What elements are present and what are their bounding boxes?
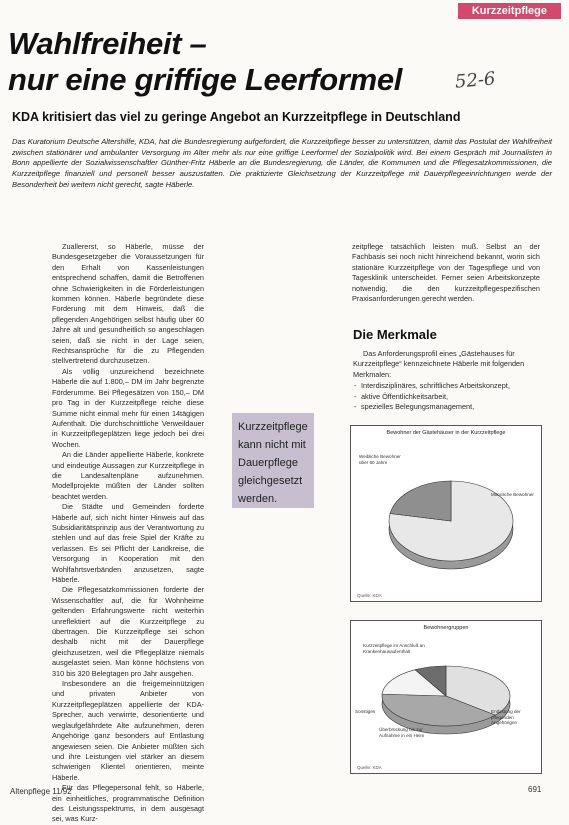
merkmale-list bbox=[353, 381, 538, 412]
pie-chart-residents bbox=[351, 426, 541, 601]
merkmale-intro: Das Anforderungsprofil eines „Gästehauses für Kurzzeitpflege“ kennzeichnete Häberle mit folgenden Merkmalen: bbox=[353, 349, 525, 379]
body-left-column bbox=[52, 242, 204, 824]
body-paragraph: Die Pflegesatzkommissionen forderte der Wissenschaftler auf, die für Wohnheime geltenden Erfahrungswerte nicht weiterhin unreflektiert auf die Kurzzeitpflege zu übertragen. Die Kurzzeitpflege sei schon deshalb nicht mit der Dauerpflege gleichzusetzen, weil die Pflegeplätze niemals ausgelastet seien. Man könne höchstens von 310 bis 320 Belegtagen pro Jahr ausgehen. bbox=[52, 585, 204, 678]
headline bbox=[8, 26, 448, 98]
list-item: - Interdisziplinäres, schriftliches Arbeitskonzept, bbox=[353, 381, 538, 391]
list-item: - spezielles Belegungsmanagement, bbox=[353, 402, 538, 412]
chart-source: Quelle: KDA bbox=[357, 765, 382, 770]
body-paragraph: Für das Pflegepersonal fehlt, so Häberle, ein einheitliches, programmatische Definition des Leistungsspektrums, in dem ausgesagt sei, was Kurz- bbox=[52, 783, 204, 824]
body-paragraph: Insbesondere an die freigemeinnützigen und privaten Anbieter von Kurzzeitpflegeplätzen appellierte der KDA-Sprecher, auch verwirrte, desorientierte und weglaufgefährdete Alte aufzunehmen, deren Angehörige ganz besonders auf Entlastung angewiesen seien. Die Anbieter müßten sich und ihre Leistungen viel stärker an diesem schwierigen Klientel orientieren, meinte Häberle. bbox=[52, 679, 204, 782]
chart-label: Entlastung der pflegenden Angehörigen bbox=[491, 709, 521, 726]
body-paragraph: zeitpflege tatsächlich leisten muß. Selbst an der Fachbasis sei noch nicht hinreichend bekannt, worin sich stationäre Kurzzeitpflege von der Tagespflege und von Tagesklinik unterscheidet. Ferner seien Arbeitskonzepte notwendig, die den kurzzeitpflegespezifischen Praxisanforderungen gerecht werden. bbox=[352, 242, 540, 304]
list-item: - aktive Öffentlichkeitsarbeit, bbox=[353, 392, 538, 402]
chart-label: Kurzzeitpflege im Anschluß an Krankenhausaufenthalt bbox=[363, 643, 425, 654]
lead-paragraph: Das Kuratorium Deutsche Altershilfe, KDA, hat die Bundesregierung aufgefordert, die Kurzzeitpflege besser zu unterstützen, damit das Postulat der Wahlfreiheit zwischen stationärer und ambulanter Versorgung im Alter mehr als nur eine griffige Leerformel der Sozialpolitik wird. Bei einem Gespräch mit Journalisten in Bonn appellierte der Sozialwissenschaftler Günther-Fritz Häberle an die Bundesregierung, die Länder, die Kommunen und die Pflegesatzkommissionen, die Kurzzeitpflege finanziell und personell besser auszustatten. Die praktizierte Gleichsetzung der Kurzzeitpflege mit Dauerpflegeeinrichtungen werde der Besonderheit bei weitem nicht gerecht, sagte Häberle. bbox=[12, 137, 552, 189]
body-paragraph: Die Städte und Gemeinden forderte Häberle auf, sich nicht hinter Hinweis auf das Subsidiaritätsprinzip aus der Verantwortung zu stehlen und auf das freie Spiel der Kräfte zu verlassen. Es sei Pflicht der Landkreise, die Versorgung in Kooperation mit den Wohlfahrtsverbänden anzusetzen, sagte Häberle. bbox=[52, 502, 204, 584]
merkmale-section bbox=[353, 349, 538, 412]
chart-label: Überbrückung bis zur Aufnahme in ein Heim bbox=[379, 727, 425, 738]
headline-line-1: Wahlfreiheit – bbox=[8, 26, 207, 61]
footer-journal: Altenpflege 11/92 bbox=[10, 787, 72, 796]
page-number: 691 bbox=[528, 785, 542, 794]
chart-source: Quelle: KDA bbox=[357, 593, 382, 598]
chart-residents bbox=[350, 425, 542, 602]
body-paragraph: Zuallererst, so Häberle, müsse der Bundesgesetzgeber die Voraussetzungen für den Erhalt von Kassenleistungen entsprechend schaffen, damit die Betroffenen ohne Schwierigkeiten in die Förderleistungen kommen können. Häberle begründete diese Forderung mit dem Hinweis, daß die pflegenden Angehörigen selbst häufig über 60 Jahre alt und gesundheitlich so angeschlagen seien, daß sie nicht in der Lage seien, Rechtsansprüche für die zu Pflegenden stellvertretend durchzusetzen. bbox=[52, 242, 204, 366]
pullquote-line: gleichgesetzt bbox=[238, 475, 303, 487]
headline-line-2: nur eine griffige Leerformel bbox=[8, 62, 403, 97]
handwritten-note: 52-6 bbox=[454, 68, 497, 93]
section-tag: Kurzzeitpflege bbox=[458, 3, 561, 19]
chart-title: Bewohnergruppen bbox=[423, 625, 469, 631]
body-paragraph: An die Länder appellierte Häberle, konkrete und eindeutige Aussagen zur Kurzzeitpflege in die Landesaltenpläne aufzunehmen. Modellprojekte müßten der Länder sollten beachtet werden. bbox=[52, 450, 204, 501]
chart-label: Sonstiges bbox=[355, 709, 376, 714]
body-mid-column bbox=[352, 242, 540, 320]
pullquote-line: kann nicht mit bbox=[238, 439, 306, 451]
chart-label: Weibliche Bewohner über 80 Jahre bbox=[359, 454, 401, 465]
pullquote-line: werden. bbox=[238, 493, 278, 505]
subtitle: KDA kritisiert das viel zu geringe Angebot an Kurzzeitpflege in Deutschland bbox=[12, 110, 461, 124]
chart-groups bbox=[350, 620, 542, 774]
pullquote-box bbox=[232, 413, 314, 508]
body-paragraph: Als völlig unzureichend bezeichnete Häberle die auf 1.800,– DM im Jahr begrenzte Förderumme. Bei Pflegesätzen von 150,– DM pro Tag in der Kurzzeitpflege reiche diese Summe nicht einmal mehr für einen 14tägigen Aufenthalt. Die durchschnittliche Verweildauer in Kurzzeitpflegeplätzen liege jedoch bei drei Wochen. bbox=[52, 366, 204, 449]
chart-label: Männliche Bewohner bbox=[491, 492, 534, 497]
pullquote-line: Dauerpflege bbox=[238, 457, 298, 469]
pullquote-line: Kurzzeitpflege bbox=[238, 421, 308, 433]
chart-title: Bewohner der Gästehäuser in der Kurzzeitpflege bbox=[386, 430, 506, 436]
merkmale-heading: Die Merkmale bbox=[353, 327, 437, 342]
